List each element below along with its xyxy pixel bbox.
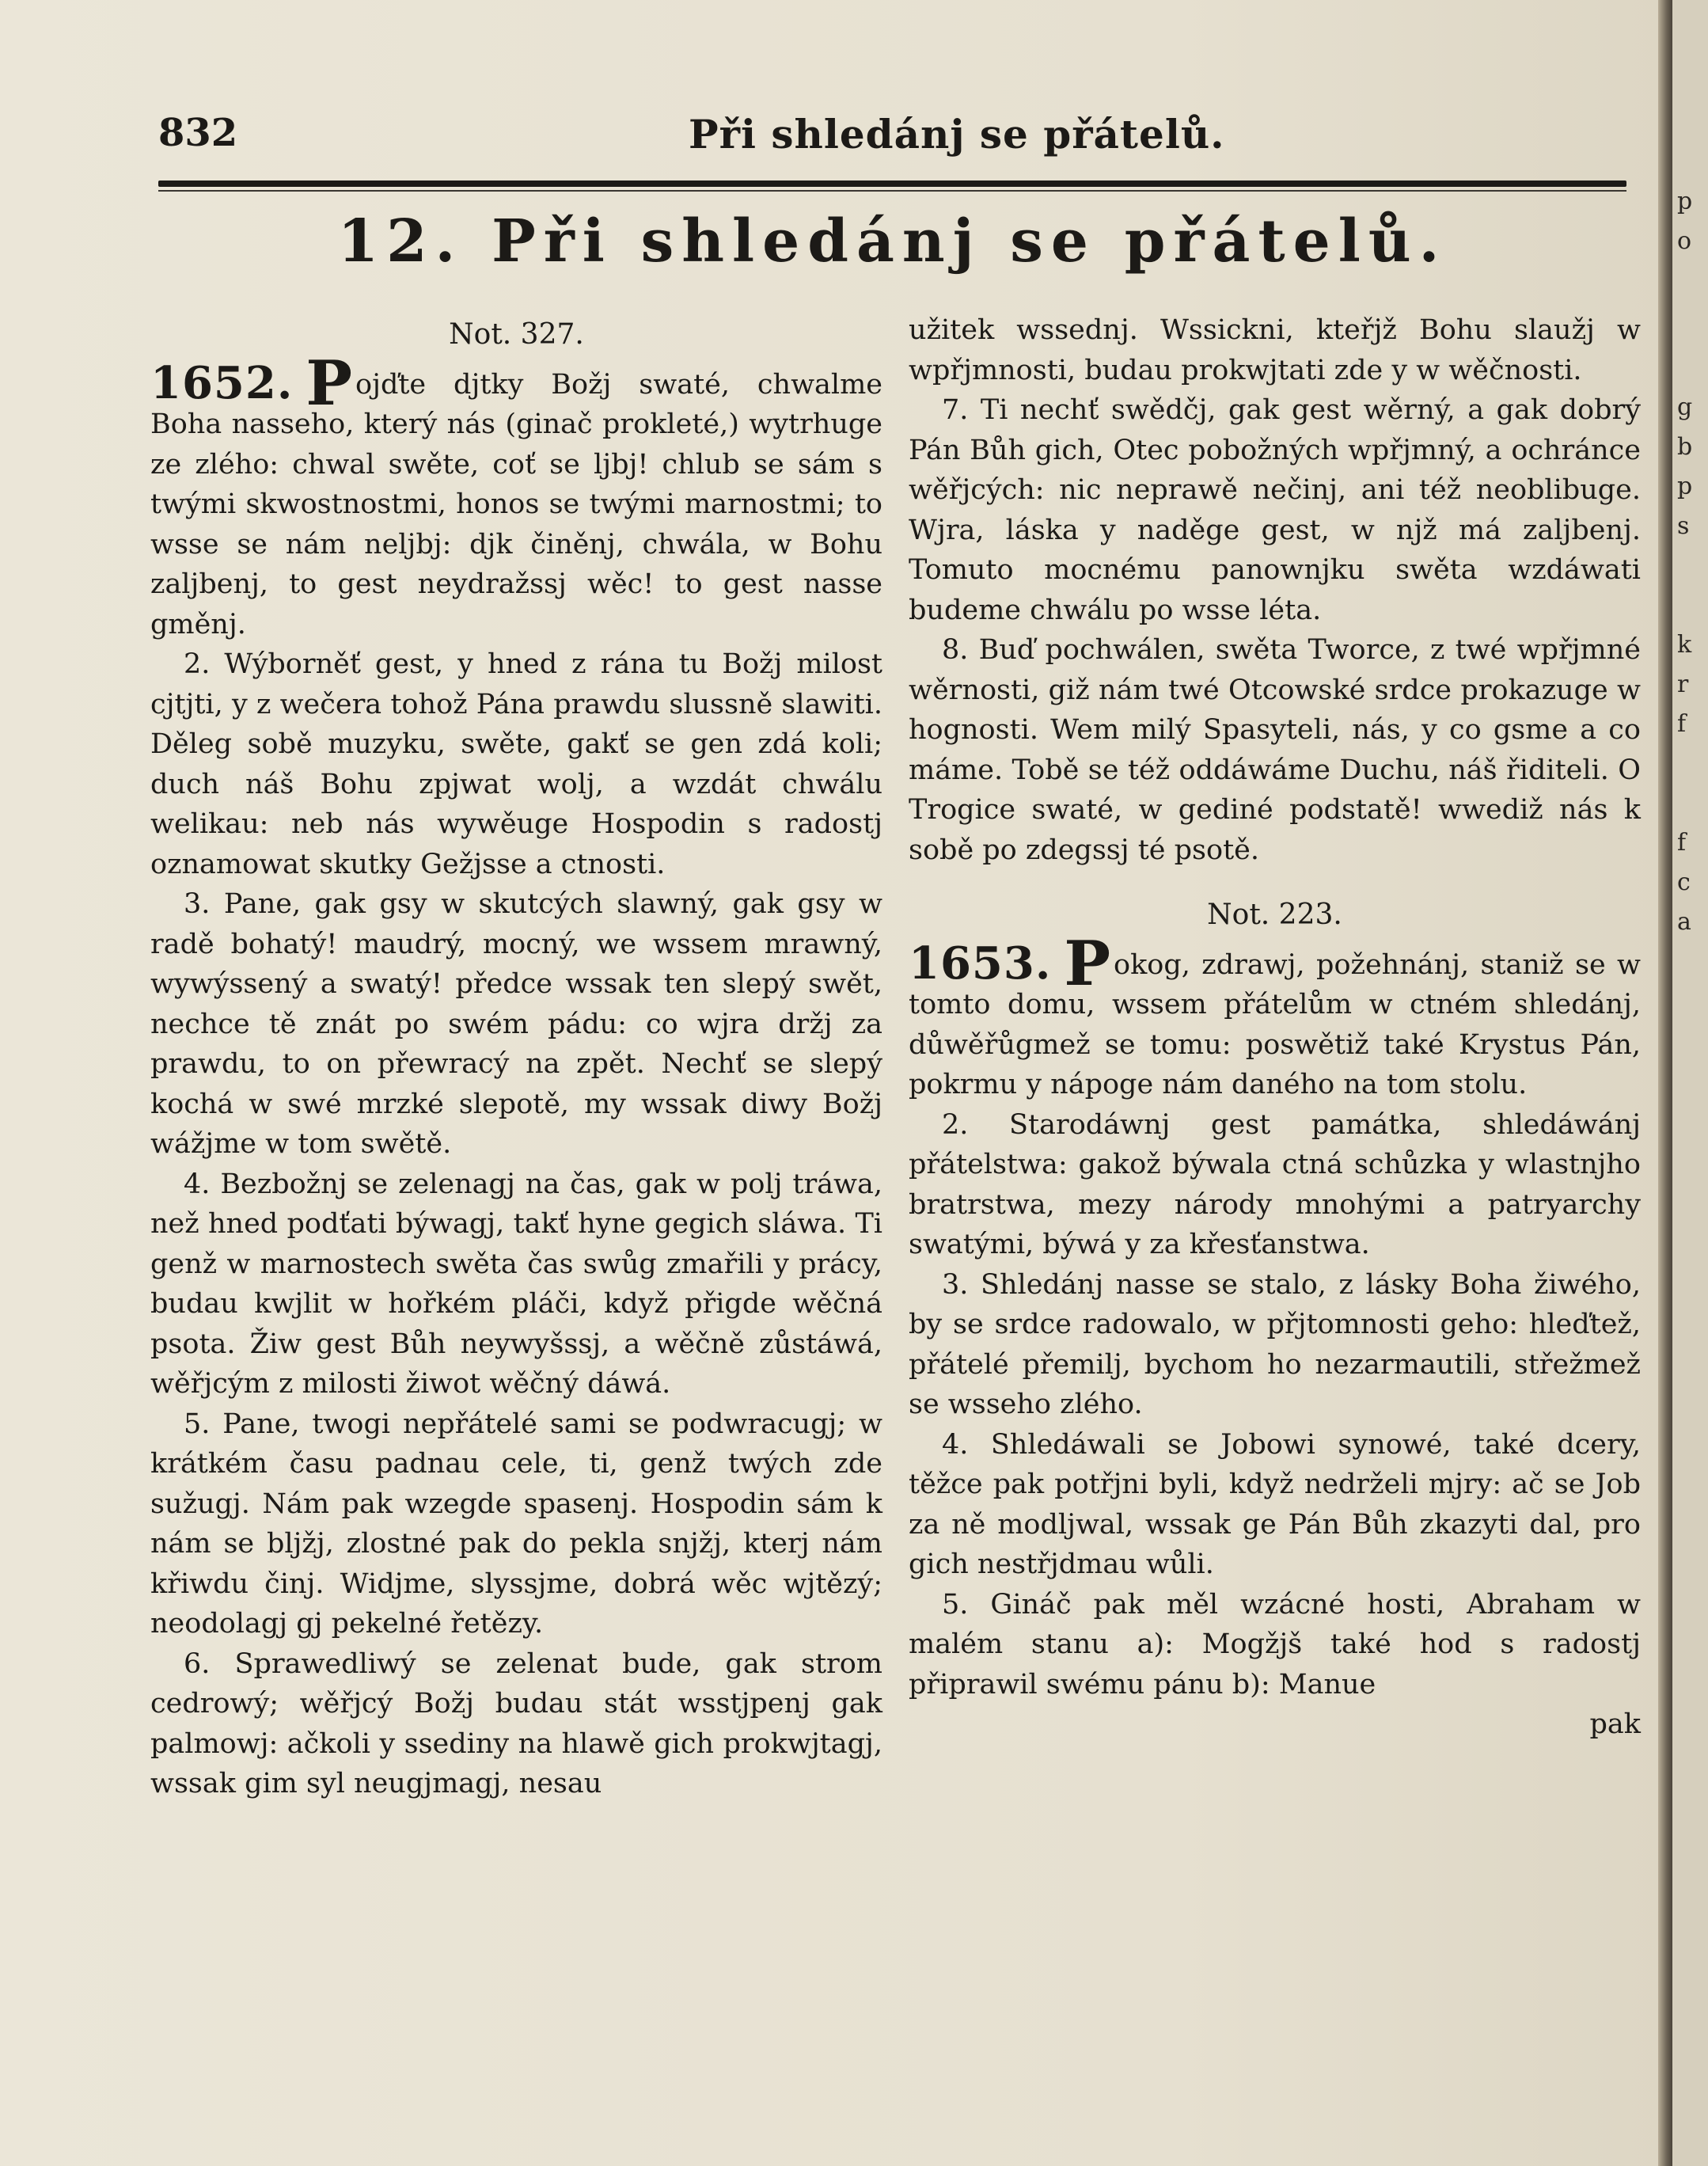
drop-cap: P xyxy=(1064,927,1111,1000)
hymn-1652-stanza-7: 7. Ti nechť swědčj, gak gest wěrný, a gak dobrý Pán Bůh gich, Otec pobožných wpřjmný, a ochránce wěřjcých: nic neprawě nečinj, ani též neoblibuge. Wjra, láska y naděge gest, w njž má zaljbenj. Tomuto mocnému panownjku swěta wzdáwati budeme chwálu po wsse léta. xyxy=(909,394,1641,626)
melody-reference: Not. 223. xyxy=(1207,899,1342,931)
page-number: 832 xyxy=(158,111,238,155)
hymn-1652-stanza-6-continued: užitek wssednj. Wssickni, kteřjž Bohu slaužj w wpřjmnosti, budau prokwjtati zde y w wěčnosti. xyxy=(909,314,1641,386)
hymn-1652-stanza-6: 6. Sprawedliwý se zelenat bude, gak strom cedrowý; wěřjcý Božj budau stát wsstjpenj gak palmowj: ačkoli y ssediny na hlawě gich prokwjtagj, wssak gim syl neugjmagj, nesau xyxy=(150,1647,882,1799)
hymn-1652-stanza-5: 5. Pane, twogi nepřátelé sami se podwracugj; w krátkém času padnau cele, ti, genž twých zde sužugj. Nám pak wzegde spasenj. Hospodin sám k nám se bljžj, zlostné pak do pekla snjžj, kterj nám křiwdu činj. Widjme, slyssjme, dobrá wěc wjtězý; neodolagj gj pekelné řetězy. xyxy=(150,1408,882,1640)
stanza-text: ojďte djtky Božj swaté, chwalme Boha nasseho, který nás (ginač prokleté,) wytrhuge ze zlého: chwal swěte, coť se ljbj! chlub se sám s twými skwostnostmi, honos se twými marnostmi; to wsse se nám neljbj: djk činěnj, chwála, w Bohu zaljbenj, to gest neydražssj wěc! to gest nasse gměnj. xyxy=(150,368,882,640)
facing-page-letter: k xyxy=(1677,631,1692,659)
book-spine-shadow xyxy=(1658,0,1672,2166)
left-column xyxy=(150,310,882,1804)
melody-reference: Not. 327. xyxy=(449,318,584,351)
header-rule xyxy=(158,180,1626,187)
running-title: Při shledánj se přátelů. xyxy=(689,111,1225,158)
page-header xyxy=(158,111,1623,166)
hymn-1652-stanza-1 xyxy=(150,347,882,645)
hymn-1652-stanza-4: 4. Bezbožnj se zelenagj na čas, gak w polj tráwa, než hned podťati býwagj, takť hyne gegich sláwa. Ti genž w marnostech swěta čas swůg zmařili y prácy, budau kwjlit w hořkém pláči, když přigde wěčná psota. Žiw gest Bůh neywyšssj, a wěčně zůstáwá, wěřjcým z milosti žiwot wěčný dáwá. xyxy=(150,1168,882,1400)
spacer xyxy=(909,870,1641,891)
hymn-number: 1652. xyxy=(150,356,294,409)
facing-page-letter: p xyxy=(1677,188,1693,215)
hymn-1653-stanza-5: 5. Gináč pak měl wzácné hosti, Abraham w malém stanu a): Mogžjš také hod s radostj připrawil swému pánu b): Manue xyxy=(909,1588,1641,1700)
facing-page-letter: r xyxy=(1677,671,1689,698)
hymn-1653-stanza-1 xyxy=(909,927,1641,1105)
hymn-1652-stanza-8: 8. Buď pochwálen, swěta Tworce, z twé wpřjmné wěrnosti, giž nám twé Otcowské srdce prokazuge w hognosti. Wem milý Spasyteli, nás, y co gsme a co máme. Tobě se též oddáwáme Duchu, náš řiditeli. O Trogice swaté, w gediné podstatě! wwediž nás k sobě po zdegssj té psotě. xyxy=(909,634,1641,866)
hymn-1652-stanza-2: 2. Wýborněť gest, y hned z rána tu Božj milost cjtjti, y z wečera tohož Pána prawdu slussně slawiti. Děleg sobě muzyku, swěte, gakť se gen zdá koli; duch náš Bohu zpjwat wolj, a wzdát chwálu welikau: neb nás wywěuge Hospodin s radostj oznamowat skutky Gežjsse a ctnosti. xyxy=(150,648,882,880)
right-column xyxy=(909,310,1641,1745)
facing-page-letter: o xyxy=(1677,227,1692,255)
hymn-1653-stanza-4: 4. Shledáwali se Jobowi synowé, také dcery, těžce pak potřjni byli, když nedrželi mjry: ač se Job za ně modljwal, wssak ge Pán Bůh zkazyti dal, pro gich nestřjdmau wůli. xyxy=(909,1428,1641,1580)
catchword: pak xyxy=(1589,1708,1641,1740)
facing-page-letter: f xyxy=(1677,829,1687,857)
hymn-number: 1653. xyxy=(909,937,1052,990)
facing-page-letter: a xyxy=(1677,908,1691,936)
facing-page-letter: c xyxy=(1677,868,1691,896)
header-rule-thin xyxy=(158,190,1626,192)
hymn-1653-stanza-2: 2. Starodáwnj gest památka, shledáwánj přátelstwa: gakož býwala ctná schůzka y wlastnjho bratrstwa, mezy národy mnohými a patryarchy swatými, býwá y za křesťanstwa. xyxy=(909,1108,1641,1260)
hymn-1652-stanza-3: 3. Pane, gak gsy w skutcých slawný, gak gsy w radě bohatý! maudrý, mocný, we wssem mrawný, wywýssený a swatý! předce wssak ten slepý swět, nechce tě znát po swém pádu: co wjra držj za prawdu, to on přewracý na zpět. Nechť se slepý kochá w swé mrzké slepotě, my wssak diwy Božj wážjme w tom swětě. xyxy=(150,888,882,1160)
facing-page-letter: f xyxy=(1677,710,1687,738)
drop-cap: P xyxy=(306,347,353,420)
facing-page-letter: g xyxy=(1677,393,1693,421)
facing-page-letter: b xyxy=(1677,433,1693,461)
stanza-text: okog, zdrawj, požehnánj, staniž se w tomto domu, wssem přátelům w ctném shledánj, důwěřůgmež se tomu: poswětiž také Krystus Pán, pokrmu y nápoge nám daného na tom stolu. xyxy=(909,948,1641,1100)
hymn-1653-stanza-3: 3. Shledánj nasse se stalo, z lásky Boha žiwého, by se srdce radowalo, w přjtomnosti geho: hleďtež, přátelé přemilj, bychom ho nezarmautili, střežmež se wsseho zlého. xyxy=(909,1268,1641,1420)
facing-page-letter: p xyxy=(1677,473,1693,500)
facing-page-edge xyxy=(1672,0,1708,2166)
facing-page-letter: s xyxy=(1677,512,1690,540)
section-title: 12. Při shledánj se přátelů. xyxy=(337,207,1448,276)
